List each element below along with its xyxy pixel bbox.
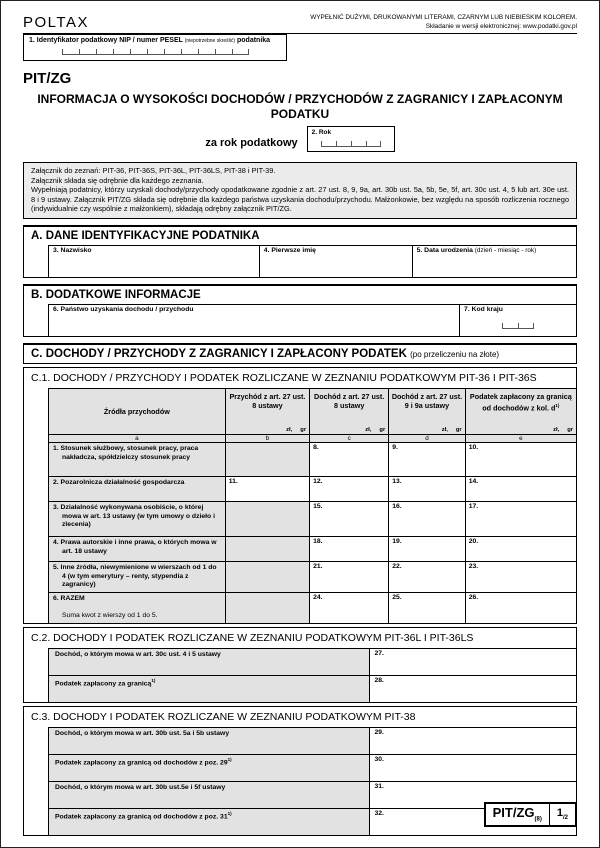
- footer-form-code: PIT/$ZG_{(8)}$: [486, 804, 550, 825]
- input-cell-15[interactable]: 15.: [310, 501, 389, 536]
- c1-col-e: Podatek zapłacony za granicą od dochodów z kol. d$^{1)}$ zł, gr: [465, 388, 576, 434]
- fill-instruction-line2: Składanie w wersji elektronicznej: www.podatki.gov.pl: [425, 22, 577, 30]
- form-title: INFORMACJA O WYSOKOŚCI DOCHODÓW / PRZYCHODÓW Z ZAGRANICY I ZAPŁACONYM PODATKU: [37, 92, 563, 121]
- row-label: Podatek zapłacony za granicą od dochodów z poz. 29$^{1)}$: [49, 755, 370, 781]
- currency-units: zł, gr: [286, 426, 307, 433]
- section-c: [23, 343, 577, 364]
- taxpayer-id-comb-input[interactable]: [62, 49, 249, 55]
- currency-units: zł, gr: [553, 426, 573, 433]
- birth-date-format-note: (dzień - miesiąc - rok): [474, 246, 537, 254]
- c1-col-b: Przychód z art. 27 ust. 8 ustawy zł, gr: [225, 388, 309, 434]
- row-label: 4. Prawa autorskie i inne prawa, o których mowa w art. 18 ustawy: [49, 536, 226, 561]
- c2-title: C.2. DOCHODY I PODATEK ROZLICZANE W ZEZNANIU PODATKOWYM PIT-36L I PIT-36LS: [31, 632, 474, 645]
- col-letter-e: e: [465, 434, 576, 442]
- currency-units: zł, gr: [441, 426, 462, 433]
- form-version: (8): [534, 817, 542, 823]
- strike-unneeded-note: (niepotrzebne skreślić): [184, 38, 236, 44]
- c1-row-personal-activity: [49, 501, 577, 536]
- first-name-field[interactable]: 4. Pierwsze imię: [260, 246, 413, 277]
- input-cell-19[interactable]: 19.: [389, 536, 465, 561]
- footnote-marker: 1): [227, 757, 232, 763]
- row-label: Dochód, o którym mowa w art. 30c ust. 4 i 5 ustawy: [49, 649, 370, 675]
- page-total: /2: [562, 815, 568, 822]
- col-letter-c: c: [310, 434, 389, 442]
- input-cell-27[interactable]: 27.: [374, 650, 384, 658]
- section-b: [23, 284, 577, 337]
- footnote-marker: 1): [555, 402, 560, 408]
- row-label: Podatek zapłacony za granicą od dochodów z poz. 31$^{1)}$: [49, 809, 370, 835]
- total-sum-note: Suma kwot z wierszy od 1 do 5.: [62, 612, 158, 620]
- input-cell-23[interactable]: 23.: [465, 561, 576, 592]
- currency-units: zł, gr: [365, 426, 386, 433]
- tax-year-label: za rok podatkowy: [205, 137, 298, 149]
- section-a-fields: [48, 245, 576, 277]
- taxpayer-id-field[interactable]: [23, 34, 287, 61]
- notice-line2: Załącznik składa się odrębnie dla każdego zeznania.: [31, 175, 204, 185]
- notice-paragraph: Wypełniają podatnicy, którzy uzyskali dochody/przychody opodatkowane zgodnie z art. 27 ust. 8, 9, 9a, art. 30b ust. 5a, 5b, 5e, 5f, art. 30c ust. 4, 5 lub art. 30e ust. 8 i 9 ustawy. Załącznik PIT/ZG składa się odrębnie dla każdego państwa uzyskania dochodu/przychodu. Małżonkowie, bez względu na sposób rozliczenia rocznego (indywidualnie czy wspólnie z małżonkiem), składają odrębny załącznik PIT/ZG.: [31, 185, 569, 214]
- row-label: Podatek zapłacony za granicą$^{1)}$: [49, 676, 370, 702]
- input-cell-28[interactable]: 28.: [374, 677, 384, 685]
- c1-row-business: [49, 476, 577, 501]
- col-letter-d: d: [389, 434, 465, 442]
- c1-row-other-sources: [49, 561, 577, 592]
- input-cell-30[interactable]: 30.: [374, 756, 384, 764]
- input-cell-25[interactable]: 25.: [389, 592, 465, 623]
- footnote-marker: 1): [151, 678, 156, 684]
- input-cell-18[interactable]: 18.: [310, 536, 389, 561]
- blocked-cell: [225, 536, 309, 561]
- tax-year-row: [23, 126, 577, 152]
- section-a: [23, 225, 577, 278]
- section-b-fields: [48, 304, 576, 336]
- country-code-comb-input[interactable]: [502, 323, 534, 329]
- footer-page-number: $1_{/2}$: [556, 807, 568, 822]
- row-label: 2. Pozarolnicza działalność gospodarcza: [49, 476, 226, 501]
- blocked-cell: [225, 501, 309, 536]
- input-cell-22[interactable]: 22.: [389, 561, 465, 592]
- surname-field[interactable]: 3. Nazwisko: [49, 246, 260, 277]
- top-bar: [23, 14, 577, 31]
- c1-col-d: Dochód z art. 27 ust. 9 i 9a ustawy zł, gr: [389, 388, 465, 434]
- country-code-field[interactable]: 7. Kod kraju: [460, 305, 576, 336]
- input-cell-9[interactable]: 9.: [389, 442, 465, 476]
- notice-line1: Załącznik do zeznań: PIT-36, PIT-36S, PIT-36L, PIT-36LS, PIT-38 i PIT-39.: [31, 166, 276, 175]
- input-cell-29[interactable]: 29.: [374, 729, 384, 737]
- row-label-total: 6. RAZEM Suma kwot z wierszy od 1 do 5.: [49, 592, 226, 623]
- tax-year-field-label: 2. Rok: [311, 129, 332, 136]
- c2-row-income: [48, 648, 576, 675]
- form-code-heading: PIT/ZG: [23, 70, 72, 87]
- fill-instructions: [310, 14, 577, 31]
- c1-title: C.1. DOCHODY / PRZYCHODY I PODATEK ROZLICZANE W ZEZNANIU PODATKOWYM PIT-36 I PIT-36S: [31, 371, 537, 384]
- input-cell-17[interactable]: 17.: [465, 501, 576, 536]
- input-cell-11[interactable]: 11.: [225, 476, 309, 501]
- c1-row-employment: [49, 442, 577, 476]
- row-label: 3. Działalność wykonywana osobiście, o której mowa w art. 13 ustawy (w tym umowy o dzieło i zlecenia): [49, 501, 226, 536]
- section-c-title: C. DOCHODY / PRZYCHODY Z ZAGRANICY I ZAPŁACONY PODATEK (po przeliczeniu na złote): [31, 347, 500, 360]
- input-cell-14[interactable]: 14.: [465, 476, 576, 501]
- col-letter-b: b: [225, 434, 309, 442]
- c1-table: [48, 388, 576, 623]
- input-cell-24[interactable]: 24.: [310, 592, 389, 623]
- row-label: 1. Stosunek służbowy, stosunek pracy, praca nakładcza, spółdzielczy stosunek pracy: [49, 442, 226, 476]
- input-cell-26[interactable]: 26.: [465, 592, 576, 623]
- c3-row-tax-poz29: [48, 754, 576, 781]
- c1-row-total: [49, 592, 577, 623]
- c1-row-copyrights: [49, 536, 577, 561]
- col-letter-a: a: [49, 434, 226, 442]
- c2-row-tax-paid: [48, 675, 576, 702]
- c1-col-sources: Źródła przychodów: [49, 388, 226, 434]
- c1-col-c: Dochód z art. 27 ust. 8 ustawy zł, gr: [310, 388, 389, 434]
- form-footer-badge: [484, 802, 577, 827]
- row-label: Dochód, o którym mowa w art. 30b ust.5e i 5f ustawy: [49, 782, 370, 808]
- subsection-c2: [23, 627, 577, 703]
- income-country-field[interactable]: 6. Państwo uzyskania dochodu / przychodu: [49, 305, 460, 336]
- birth-date-field[interactable]: 5. Data urodzenia (dzień - miesiąc - rok): [416, 246, 537, 254]
- blocked-cell: [225, 442, 309, 476]
- section-b-title: B. DODATKOWE INFORMACJE: [31, 288, 201, 301]
- fill-instruction-line1: WYPEŁNIĆ DUŻYMI, DRUKOWANYMI LITERAMI, CZARNYM LUB NIEBIESKIM KOLOREM.: [310, 14, 577, 21]
- row-label: 5. Inne źródła, niewymienione w wierszach od 1 do 4 (w tym emerytury – renty, stypendia z zagranicy): [49, 561, 226, 592]
- input-cell-31[interactable]: 31.: [374, 783, 384, 791]
- tax-year-comb-input[interactable]: [321, 141, 381, 147]
- input-cell-21[interactable]: 21.: [310, 561, 389, 592]
- c3-title: C.3. DOCHODY I PODATEK ROZLICZANE W ZEZNANIU PODATKOWYM PIT-38: [31, 711, 416, 724]
- input-cell-16[interactable]: 16.: [389, 501, 465, 536]
- c3-row-income-5a5b: [48, 727, 576, 754]
- section-a-title: A. DANE IDENTYFIKACYJNE PODATNIKA: [31, 229, 260, 242]
- input-cell-10[interactable]: 10.: [465, 442, 576, 476]
- tax-year-field[interactable]: [307, 126, 395, 152]
- section-c-title-note: (po przeliczeniu na złote): [410, 349, 500, 359]
- footnote-marker: 1): [227, 811, 232, 817]
- poltax-logo: POLTAX: [23, 14, 89, 31]
- instructions-box: [23, 162, 577, 219]
- taxpayer-id-label: 1. Identyfikator podatkowy NIP / numer PESEL (niepotrzebne skreślić) podatnika: [29, 37, 271, 44]
- input-cell-12[interactable]: 12.: [310, 476, 389, 501]
- row-label: Dochód, o którym mowa w art. 30b ust. 5a i 5b ustawy: [49, 728, 370, 754]
- input-cell-8[interactable]: 8.: [310, 442, 389, 476]
- blocked-cell: [225, 592, 309, 623]
- c1-letters-row: [49, 434, 577, 442]
- input-cell-20[interactable]: 20.: [465, 536, 576, 561]
- subsection-c1: [23, 367, 577, 624]
- input-cell-32[interactable]: 32.: [374, 810, 384, 818]
- c1-header-row: [49, 388, 577, 434]
- blocked-cell: [225, 561, 309, 592]
- input-cell-13[interactable]: 13.: [389, 476, 465, 501]
